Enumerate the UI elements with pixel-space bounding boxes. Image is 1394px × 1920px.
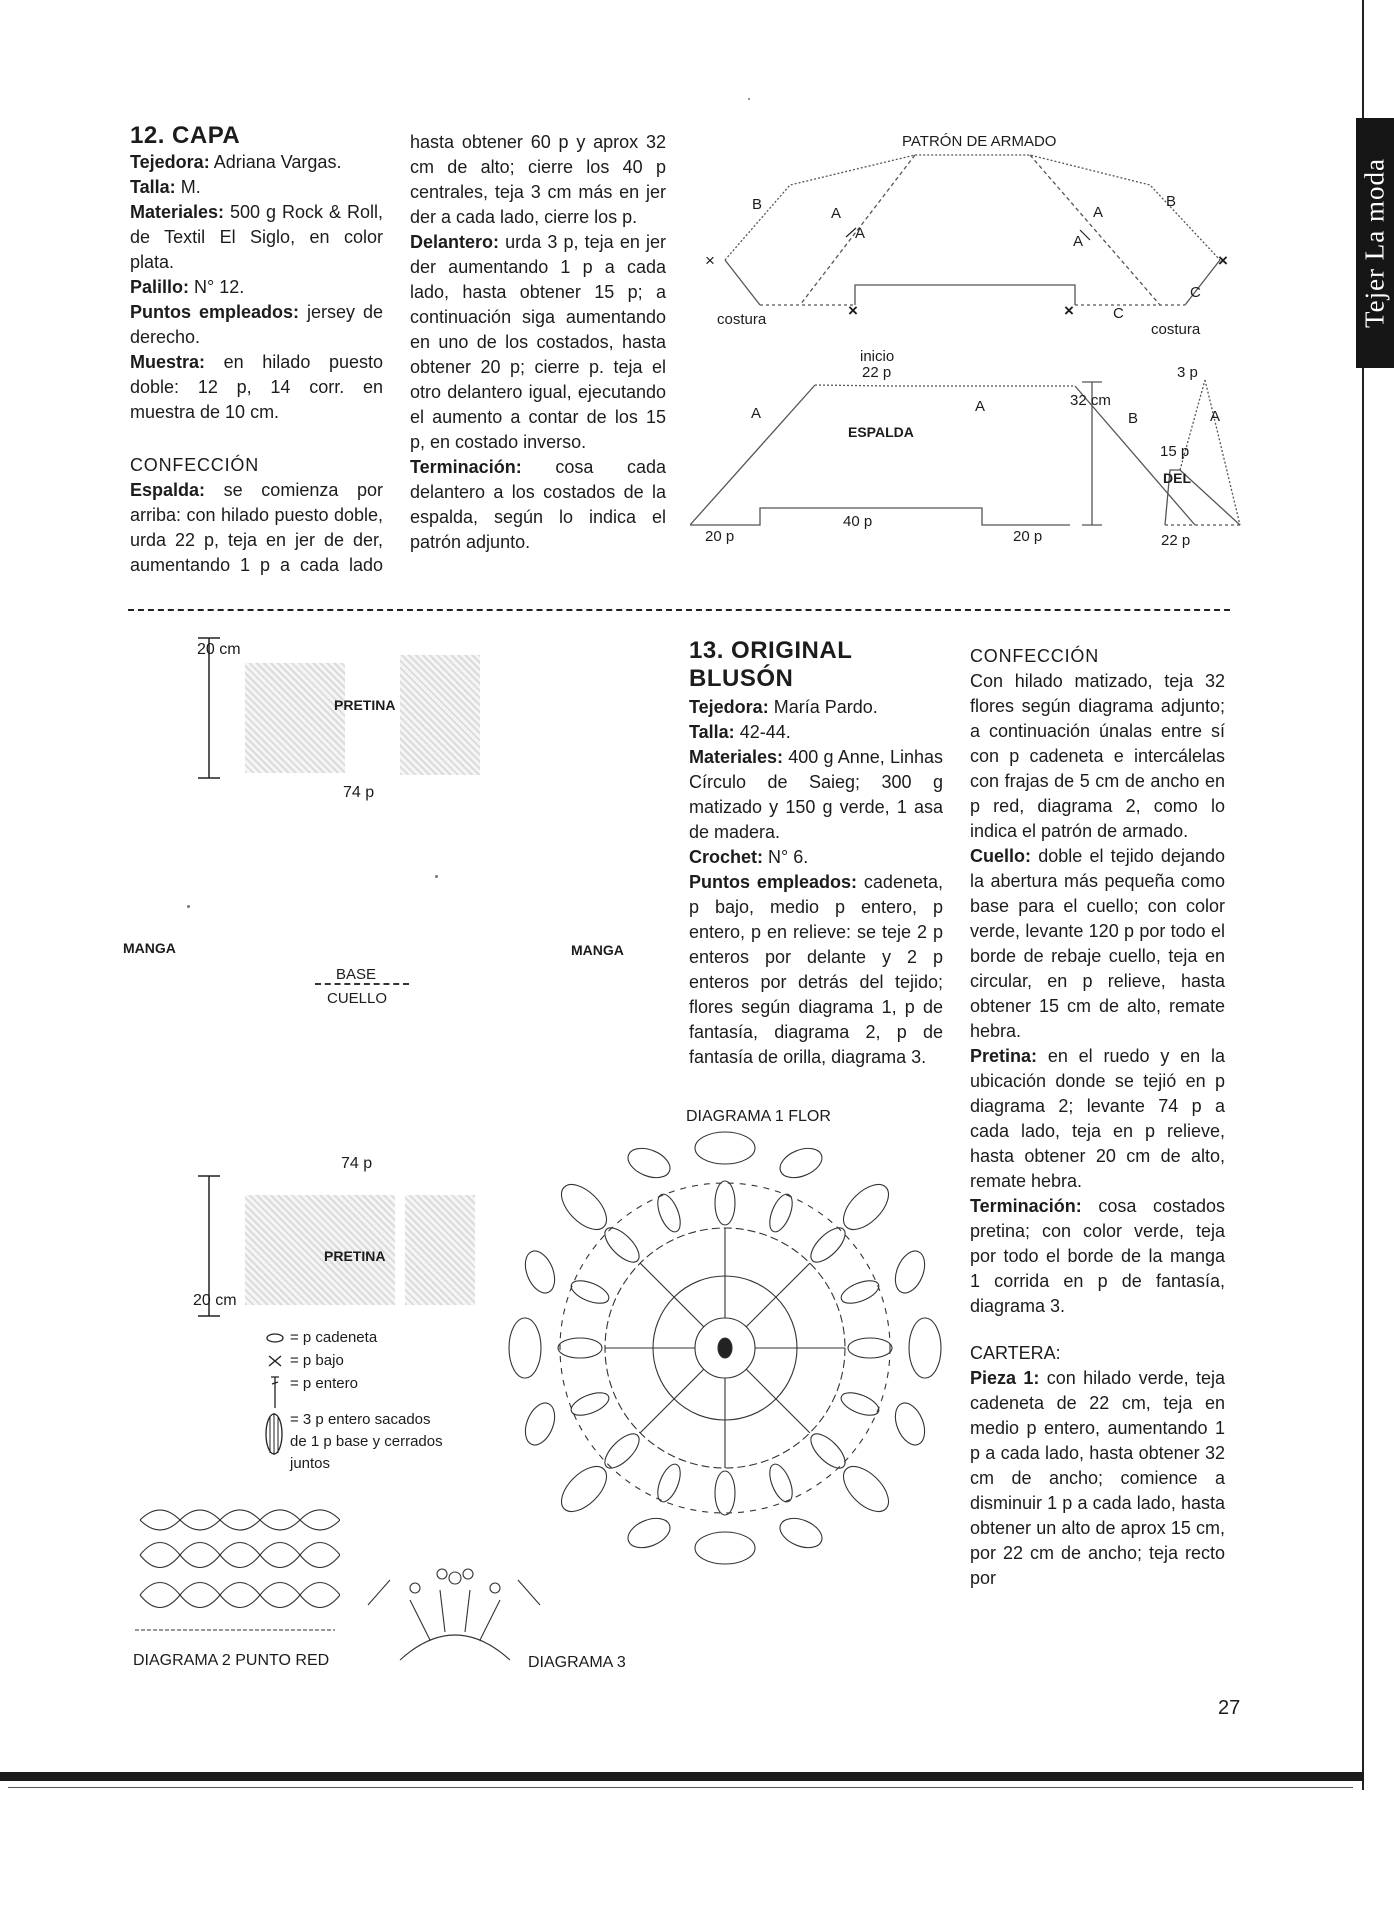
capa-column-1 [130, 122, 383, 578]
blusa-terminacion: Terminación: cosa costados pretina; con color verde, teja por todo el borde de la manga 1 corrida en p de fantasía, diagrama 3. [970, 1196, 1225, 1316]
capa-puntos: Puntos empleados: jersey de derecho. [130, 302, 383, 347]
diagram-punto-red [130, 1500, 340, 1640]
blusa-puntos: Puntos empleados: cadeneta, p bajo, medio p entero, p entero, p en relieve: se teje 2 p enteros por delante y 2 p enteros por detrás del tejido; flores según diagrama 1, p de fantasía, diagrama 2, p de fantasía de orilla, diagrama 3. [689, 872, 943, 1067]
speck [187, 905, 190, 908]
patron-x-4: × [1218, 251, 1228, 270]
cluster-stitch-icon [263, 1409, 285, 1459]
base-label: BASE [336, 966, 377, 983]
espalda-side-a-right: A [975, 398, 986, 415]
cuello-opening-line [315, 983, 409, 985]
patron-label-b-right: B [1166, 193, 1177, 210]
pretina-bottom-width: 74 p [341, 1155, 373, 1172]
texture-block [245, 663, 345, 773]
pretina-bottom-height: 20 cm [193, 1292, 237, 1309]
bottom-rule-thin [8, 1787, 1353, 1788]
blusa-confeccion: Con hilado matizado, teja 32 flores según diagrama adjunto; a continuación únalas entre sí con p cadeneta e intercálelas con frajas de 5 cm de ancho en p red, diagrama 2, como lo indica el patrón de armado. [970, 671, 1225, 841]
blusa-crochet: Crochet: N° 6. [689, 847, 809, 867]
diagram-1-title: DIAGRAMA 1 FLOR [686, 1108, 831, 1125]
blusa-tejedora: Tejedora: María Pardo. [689, 697, 878, 717]
capa-materiales: Materiales: 500 g Rock & Roll, de Textil El Siglo, en color plata. [130, 202, 383, 272]
patron-label-b-left: B [752, 196, 763, 213]
capa-title: 12. CAPA [130, 122, 241, 149]
diagram-2-title: DIAGRAMA 2 PUNTO RED [133, 1652, 330, 1669]
patron-label-c-mid: C [1113, 305, 1124, 322]
espalda-side-a-left: A [751, 405, 762, 422]
blusa-talla: Talla: 42-44. [689, 722, 791, 742]
blusa-pretina: Pretina: en el ruedo y en la ubicación donde se tejió en p diagrama 2; levante 74 p a cada lado, teja en p relieve, hasta obtener 20 cm de alto, remate hebra. [970, 1046, 1225, 1191]
diagram-flor [495, 1130, 955, 1600]
patron-label-a-3: A [1093, 204, 1104, 221]
manga-right-label: MANGA [571, 942, 624, 958]
pretina-top-label: PRETINA [334, 697, 396, 713]
texture-block [400, 655, 480, 775]
espalda-right: 20 p [1013, 528, 1043, 545]
page-number: 27 [1218, 1697, 1241, 1719]
legend-row-chain: = p cadeneta [262, 1327, 472, 1350]
single-crochet-icon [267, 1354, 283, 1368]
speck [748, 98, 750, 100]
delantero-name: DEL [1163, 470, 1191, 486]
patron-title: PATRÓN DE ARMADO [902, 133, 1057, 150]
espalda-inicio: inicio [860, 348, 895, 365]
delantero-side-a: A [1210, 408, 1221, 425]
capa-confeccion-heading: CONFECCIÓN [130, 455, 259, 475]
pretina-bottom-label: PRETINA [324, 1248, 386, 1264]
blusa-pieza-1: Pieza 1: con hilado verde, teja cadeneta de 22 cm, teja en medio p entero, aumentando 1 p a cada lado, hasta obtener 32 cm de ancho; comience a disminuir 1 p a cada lado, hasta obtener un alto de aprox 15 cm, por 22 cm de ancho; teja recto por [970, 1368, 1225, 1588]
capa-column-2 [410, 130, 666, 555]
capa-espalda-cont: hasta obtener 60 p y aprox 32 cm de alto; cierre los 40 p centrales, teja 3 cm más en jer der a cada lado, cierre los p. [410, 132, 666, 227]
section-divider [128, 609, 1230, 611]
espalda-top: 22 p [862, 364, 892, 381]
patron-costura-right: costura [1151, 321, 1201, 338]
patron-x-2: × [848, 301, 858, 320]
patron-label-a-2: A [855, 225, 866, 242]
capa-muestra: Muestra: en hilado puesto doble: 12 p, 14 corr. en muestra de 10 cm. [130, 352, 383, 422]
double-crochet-icon [268, 1375, 282, 1409]
manga-left-label: MANGA [123, 940, 176, 956]
capa-tejedora: Tejedora: Adriana Vargas. [130, 152, 342, 172]
blusa-confeccion-heading: CONFECCIÓN [970, 646, 1099, 666]
delantero-mid: 15 p [1160, 443, 1190, 460]
legend-row-entero: = p entero [262, 1373, 472, 1409]
diagram-3-title: DIAGRAMA 3 [528, 1654, 626, 1671]
patron-x-1: × [705, 251, 715, 270]
section-tab-label: Tejer La moda [1359, 157, 1390, 329]
capa-espalda: Espalda: se comienza por arriba: con hilado puesto doble, urda 22 p, teja en jer de der, aumentando 1 p a cada lado [130, 480, 383, 575]
blusa-title-1: 13. ORIGINAL [689, 637, 853, 664]
blusa-column-2 [970, 644, 1225, 1591]
blusa-materiales: Materiales: 400 g Anne, Linhas Círculo de Saieg; 300 g matizado y 150 g verde, 1 asa de madera. [689, 747, 943, 842]
bottom-rule [0, 1772, 1364, 1781]
capa-palillo: Palillo: N° 12. [130, 277, 245, 297]
blusa-column-1 [689, 637, 943, 1070]
capa-talla: Talla: M. [130, 177, 201, 197]
patron-label-a-1: A [831, 205, 842, 222]
texture-block [405, 1195, 475, 1305]
blusa-cartera-heading: CARTERA: [970, 1343, 1061, 1363]
patron-x-3: × [1064, 301, 1074, 320]
delantero-side-b: B [1128, 410, 1139, 427]
pretina-top-width: 74 p [343, 784, 375, 801]
patron-label-a-4: A [1073, 233, 1084, 250]
stitch-legend [262, 1327, 472, 1479]
patron-label-c-right: C [1190, 284, 1201, 301]
delantero-top: 3 p [1177, 364, 1198, 381]
cuello-label: CUELLO [327, 990, 388, 1007]
espalda-left: 20 p [705, 528, 735, 545]
speck [435, 875, 438, 878]
espalda-height: 32 cm [1070, 392, 1111, 409]
chain-stitch-icon [265, 1332, 285, 1344]
delantero-bottom: 22 p [1161, 532, 1191, 549]
espalda-bottom: 40 p [843, 513, 873, 530]
capa-terminacion: Terminación: cosa cada delantero a los costados de la espalda, según lo indica el patrón adjunto. [410, 457, 666, 552]
legend-row-bajo: = p bajo [262, 1350, 472, 1373]
espalda-name: ESPALDA [848, 424, 914, 440]
blusa-title-2: BLUSÓN [689, 665, 794, 692]
legend-row-cluster: = 3 p entero sacados de 1 p base y cerrados juntos [262, 1409, 472, 1479]
section-tab [1356, 118, 1394, 368]
blusa-cuello: Cuello: doble el tejido dejando la abertura más pequeña como base para el cuello; con color verde, levante 120 p por todo el borde de rebaje cuello, teja en circular, en p relieve, hasta obtener 15 cm de alto, remate hebra. [970, 846, 1225, 1041]
patron-costura-left: costura [717, 311, 767, 328]
capa-delantero: Delantero: urda 3 p, teja en jer der aumentando 1 p a cada lado, hasta obtener 15 p; a continuación siga aumentando en uno de los costados, hasta obtener 20 p; cierre p. teja el otro delantero igual, ejecutando el aumento a contar de los 15 p, en costado inverso. [410, 232, 666, 452]
pretina-top-height: 20 cm [197, 641, 241, 658]
